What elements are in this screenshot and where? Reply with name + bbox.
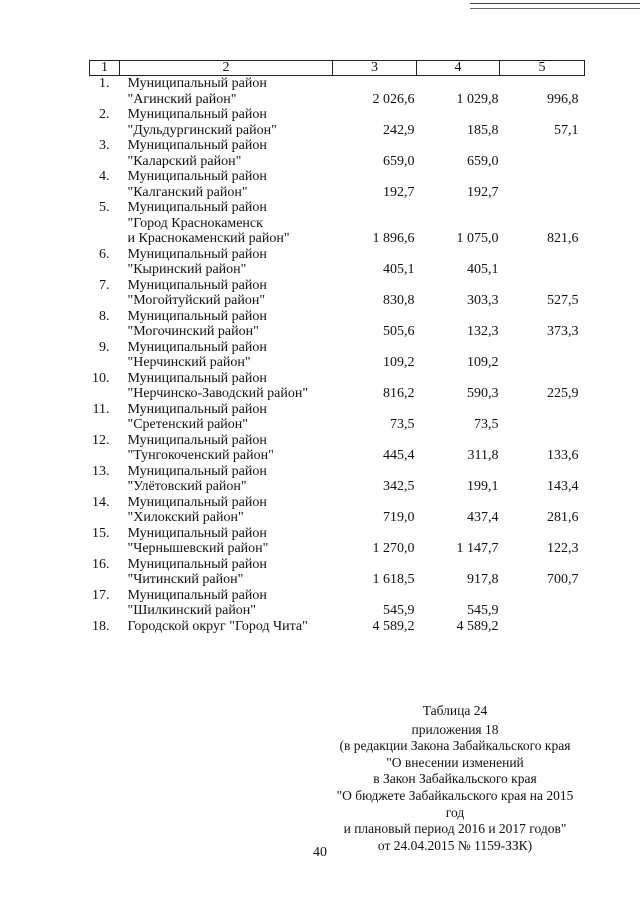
col4-value: 405,1 [467,262,499,277]
row-number-text: 14. [92,494,110,510]
table-row [90,76,585,108]
row-number-text: 7. [99,277,110,293]
table-row [90,433,585,464]
district-name-line: "Нерчинско-Заводский район" [127,386,309,401]
district-name [120,138,333,169]
district-name-line: "Нерчинский район" [127,355,251,370]
col5-value [500,402,585,433]
col5-value [500,588,585,619]
row-number-text: 11. [92,401,110,417]
district-name [120,107,333,138]
scan-edge-line [470,3,640,9]
col3-value: 1 896,6 [372,231,415,246]
col4-value: 192,7 [467,184,499,200]
row-number [90,588,120,619]
table-row [90,340,585,371]
col3-value: 342,5 [383,479,415,494]
col4-value: 109,2 [467,355,499,370]
district-name-line: "Чернышевский район" [127,541,269,556]
col3-value: 659,0 [383,153,415,169]
caption-line: и плановый период 2016 и 2017 годов" [343,821,567,837]
col3-value: 816,2 [383,386,415,401]
col3-value: 109,2 [383,355,415,370]
table-body [90,76,585,635]
col5-value [500,619,585,635]
row-number [90,107,120,138]
col5-value: 133,6 [547,448,579,463]
caption-line: от 24.04.2015 № 1159-ЗЗК) [377,837,533,853]
col3-value: 2 026,6 [372,91,415,107]
district-name [120,76,333,108]
district-name [120,433,333,464]
col3-value: 719,0 [383,510,415,525]
row-number-text: 8. [99,308,110,324]
district-name-line: Муниципальный район [127,76,267,91]
district-name-line: Городской округ "Город Чита" [127,618,308,634]
col5-value [500,247,585,278]
table-caption [330,703,580,854]
district-name-line: "Калганский район" [127,184,248,200]
row-number [90,464,120,495]
col3-value: 1 270,0 [372,541,415,556]
row-number [90,526,120,557]
table-row [90,169,585,200]
table-row [90,495,585,526]
col3-value: 192,7 [383,184,415,200]
col5-value: 57,1 [554,122,579,138]
col3-value: 545,9 [383,603,415,618]
district-name-line: "Кыринский район" [127,262,247,277]
district-name [120,200,333,247]
header-cell: 5 [500,61,585,76]
table-row [90,371,585,402]
caption-title: Таблица 24 [422,703,488,718]
row-number [90,247,120,278]
header-cell: 4 [417,61,500,76]
caption-line: "О бюджете Забайкальского края на 2015 год [336,787,574,820]
col3-value: 830,8 [383,293,415,308]
col4-value: 311,8 [467,448,499,463]
row-number-text: 9. [99,339,110,355]
table-row [90,464,585,495]
district-name-line: "Могойтуйский район" [127,293,266,308]
col4-value: 4 589,2 [456,618,499,634]
table-row [90,138,585,169]
col4-value: 1 147,7 [456,541,499,556]
table-row [90,107,585,138]
row-number-text: 4. [99,169,110,184]
district-name-line: Муниципальный район [127,169,267,184]
district-name-line: "Могочинский район" [127,324,259,339]
row-number [90,557,120,588]
col5-value: 225,9 [547,386,579,401]
row-number-text: 1. [99,76,110,91]
district-name [120,619,333,635]
row-number [90,309,120,340]
row-number [90,433,120,464]
col5-value: 281,6 [547,510,579,525]
row-number [90,340,120,371]
row-number-text: 15. [92,525,110,541]
row-number-text: 3. [99,138,110,153]
col4-value: 132,3 [467,324,499,339]
district-name [120,247,333,278]
district-name-line: "Шилкинский район" [127,603,257,618]
caption-line: "О внесении изменений [386,754,524,770]
district-name [120,526,333,557]
district-name-line: Муниципальный район [127,107,267,122]
district-name-line: "Улётовский район" [127,479,247,494]
district-name [120,402,333,433]
col4-value: 303,3 [467,293,499,308]
col3-value: 4 589,2 [372,618,415,634]
col4-value: 659,0 [467,153,499,169]
col4-value: 545,9 [467,603,499,618]
district-name-line: Муниципальный район [127,138,267,153]
district-name-line: "Агинский район" [127,91,237,107]
district-name-line: Муниципальный район [127,200,267,215]
budget-table [89,60,585,634]
table-row [90,588,585,619]
row-number [90,200,120,247]
col3-value: 1 618,5 [372,572,415,587]
col5-value [500,169,585,200]
district-name-line: Муниципальный район [127,463,267,479]
district-name [120,495,333,526]
district-name-line: Муниципальный район [127,556,267,572]
row-number-text: 13. [92,463,110,479]
district-name-line: Муниципальный район [127,587,267,603]
col4-value: 73,5 [474,417,499,432]
row-number-text: 2. [99,107,110,122]
district-name-line: и Краснокаменский район" [127,231,290,246]
row-number [90,138,120,169]
table-row [90,402,585,433]
caption-line: (в редакции Закона Забайкальского края [339,738,571,754]
table-row [90,619,585,635]
row-number-text: 16. [92,556,110,572]
district-name [120,278,333,309]
header-cell: 3 [333,61,417,76]
district-name [120,309,333,340]
col5-value: 373,3 [547,324,579,339]
col3-value: 445,4 [383,448,415,463]
district-name [120,340,333,371]
row-number-text: 5. [99,200,110,215]
district-name [120,169,333,200]
col4-value: 199,1 [467,479,499,494]
col5-value: 122,3 [547,541,579,556]
col4-value: 1 075,0 [456,231,499,246]
row-number [90,619,120,635]
district-name-line: Муниципальный район [127,432,267,448]
col5-value: 527,5 [547,293,579,308]
row-number [90,278,120,309]
district-name [120,371,333,402]
col5-value: 700,7 [547,572,579,587]
caption-line: в Закон Забайкальского края [373,771,537,787]
table-row [90,278,585,309]
table-row [90,526,585,557]
col4-value: 185,8 [467,122,499,138]
table-row [90,309,585,340]
district-name-line: Муниципальный район [127,494,267,510]
row-number [90,169,120,200]
district-name-line: Муниципальный район [127,401,267,417]
col3-value: 73,5 [390,417,415,432]
table-row [90,200,585,247]
caption-line: приложения 18 [411,721,499,737]
col5-value: 143,4 [547,479,579,494]
row-number-text: 6. [99,246,110,262]
col4-value: 590,3 [467,386,499,401]
district-name-line: Муниципальный район [127,370,267,386]
col5-value: 996,8 [547,91,579,107]
district-name [120,588,333,619]
row-number-text: 12. [92,432,110,448]
row-number-text: 10. [92,370,110,386]
district-name-line: "Дульдургинский район" [127,122,277,138]
district-name [120,557,333,588]
col3-value: 242,9 [383,122,415,138]
row-number [90,402,120,433]
row-number-text: 17. [92,587,110,603]
row-number [90,371,120,402]
district-name-line: Муниципальный район [127,308,267,324]
col3-value: 405,1 [383,262,415,277]
row-number-text: 18. [92,618,110,634]
col5-value: 821,6 [547,231,579,246]
page-number: 40 [313,845,327,860]
district-name-line: Муниципальный район [127,525,267,541]
district-name-line: "Хилокский район" [127,510,244,525]
col4-value: 1 029,8 [456,91,499,107]
district-name-line: "Сретенский район" [127,417,249,432]
table-row [90,247,585,278]
col5-value [500,340,585,371]
col4-value: 917,8 [467,572,499,587]
district-name-line: "Тунгокоченский район" [127,448,274,463]
table-header-row [90,61,585,76]
district-name-line: Муниципальный район [127,246,267,262]
district-name-line: Муниципальный район [127,277,267,293]
district-name [120,464,333,495]
col3-value: 505,6 [383,324,415,339]
district-name-line: "Читинский район" [127,572,244,587]
col5-value [500,138,585,169]
district-name-line: "Город Краснокаменск [127,215,263,231]
row-number [90,76,120,108]
district-name-line: "Каларский район" [127,153,242,169]
header-cell: 2 [120,61,333,76]
table-row [90,557,585,588]
header-cell: 1 [90,61,120,76]
district-name-line: Муниципальный район [127,339,267,355]
col4-value: 437,4 [467,510,499,525]
row-number [90,495,120,526]
